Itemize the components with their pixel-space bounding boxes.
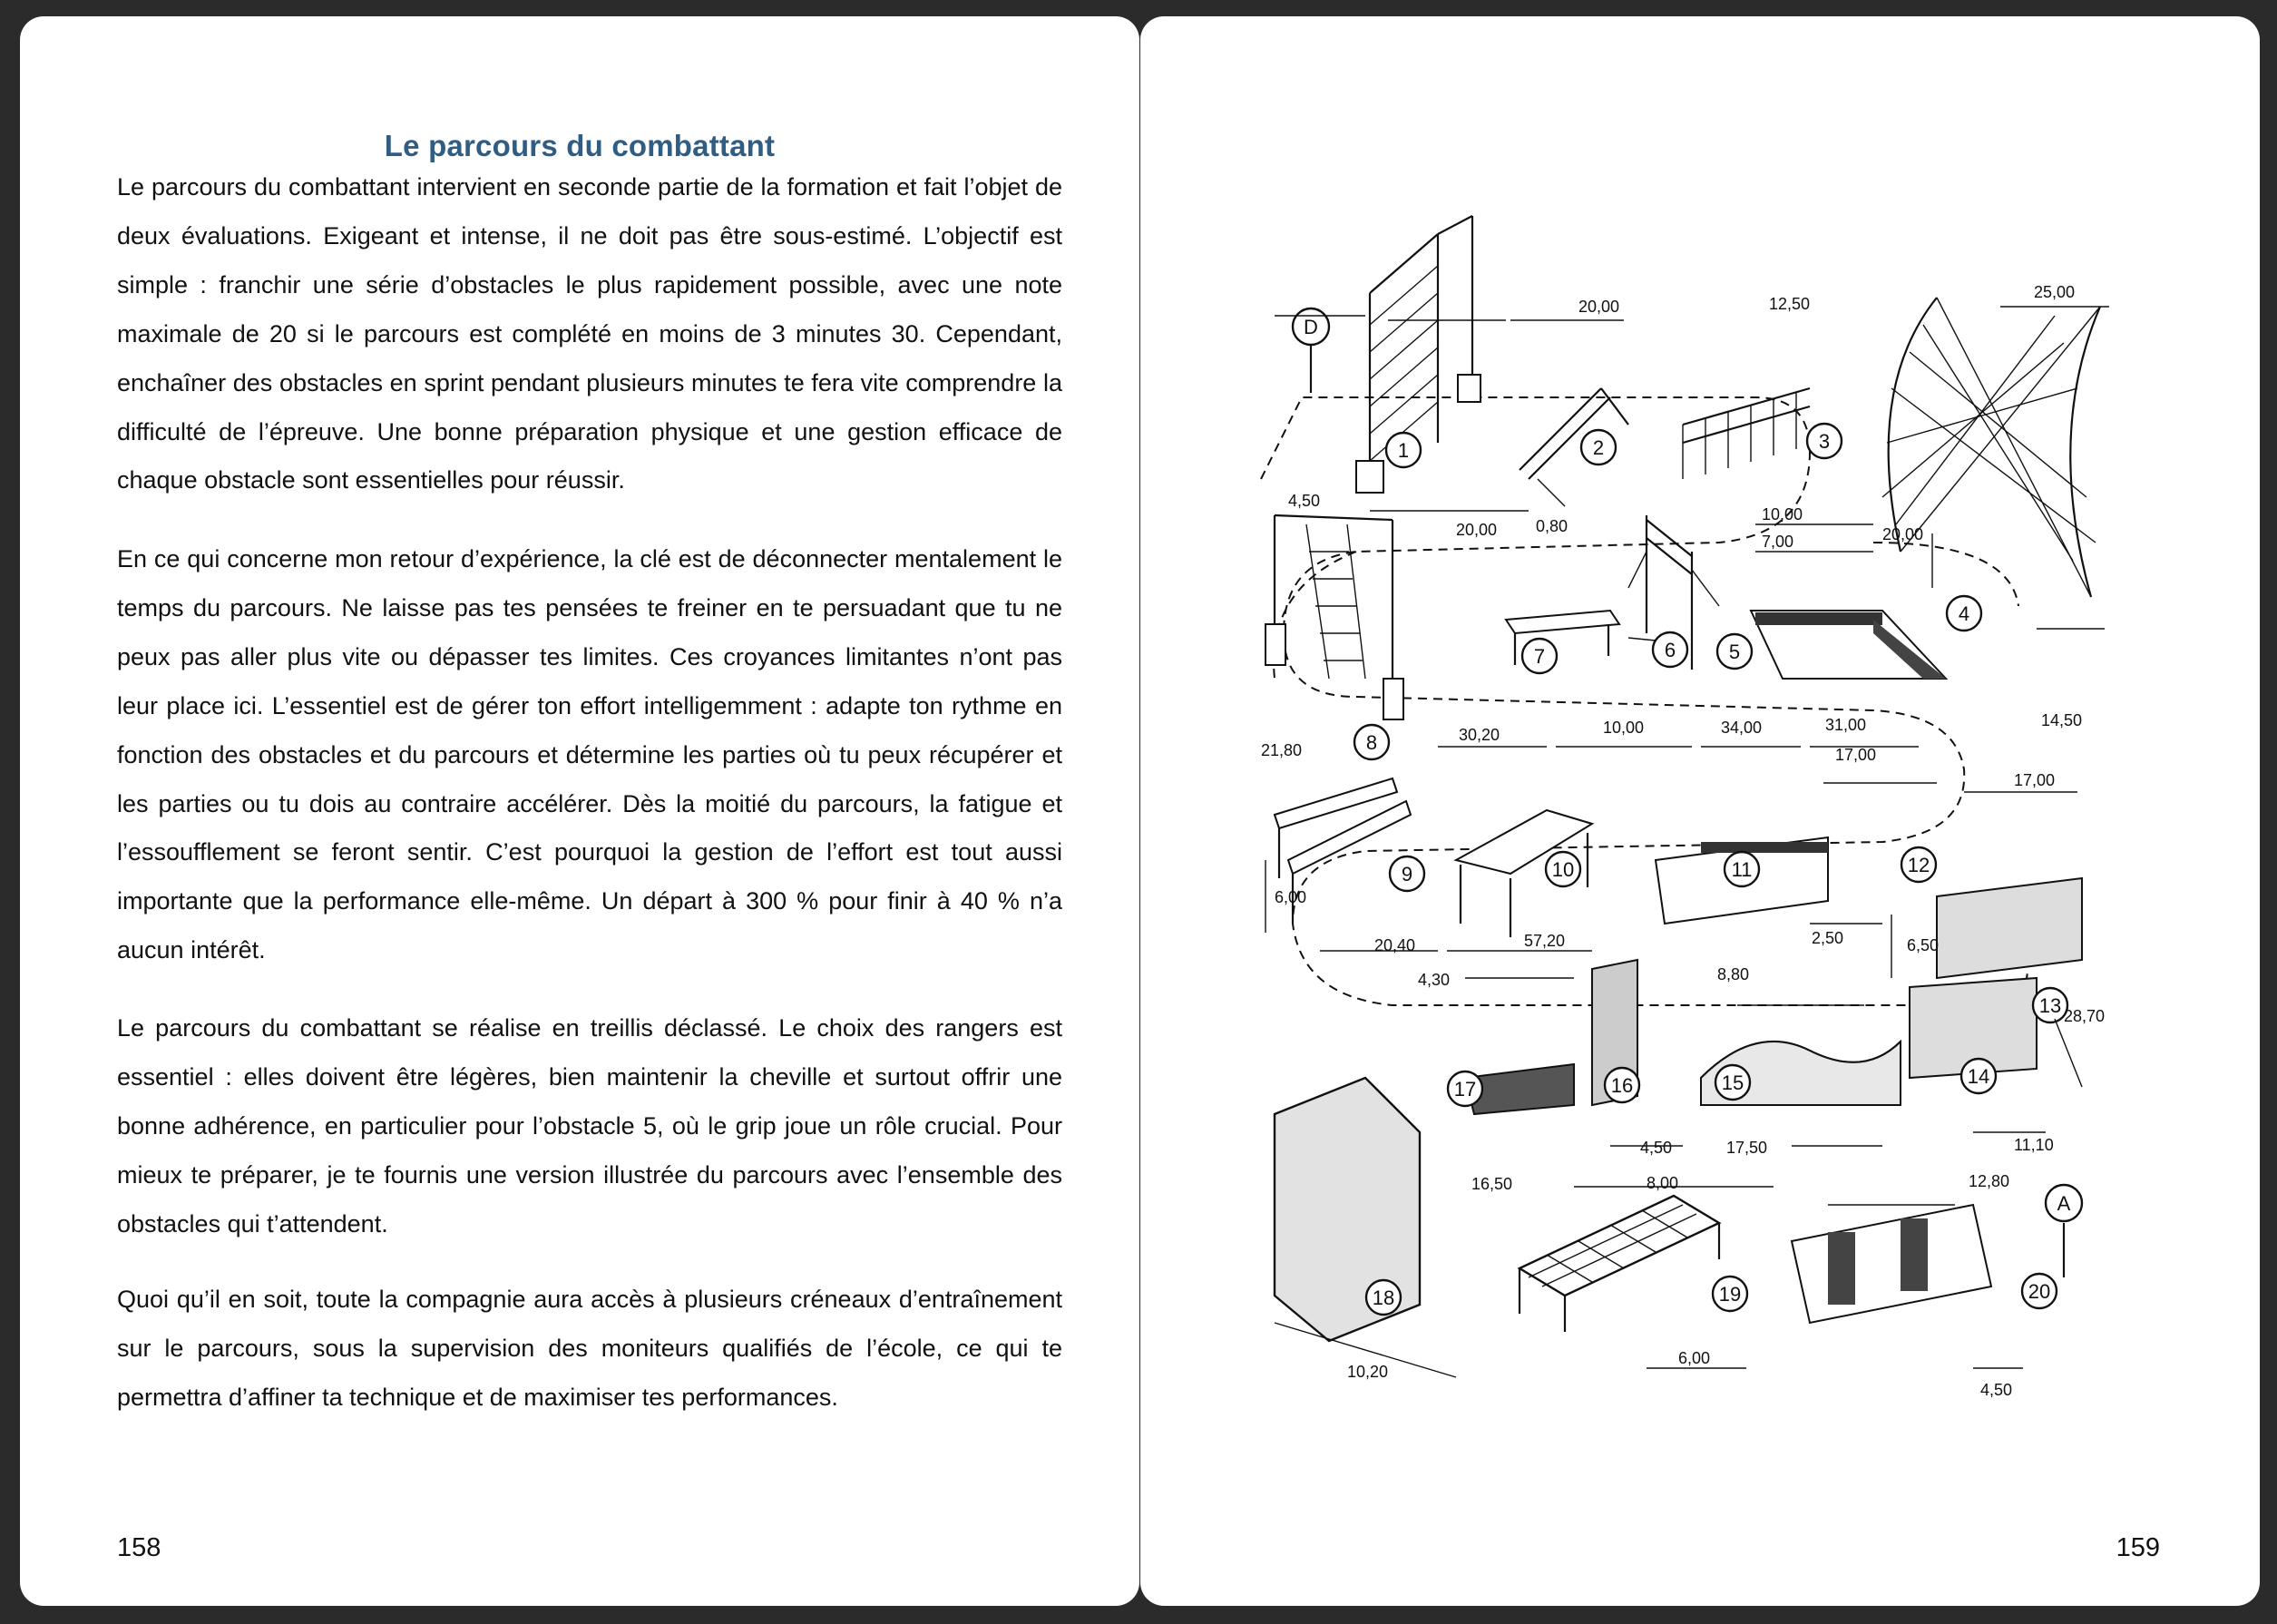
svg-text:4: 4 (1958, 602, 1970, 625)
obstacle-number-15 (1715, 1065, 1750, 1100)
svg-text:2: 2 (1592, 436, 1605, 459)
obstacle-course-diagram (1247, 207, 2127, 1414)
left-page (20, 16, 1139, 1606)
obstacle-number-16 (1605, 1068, 1639, 1102)
svg-text:15: 15 (1721, 1071, 1744, 1094)
svg-text:19: 19 (1718, 1283, 1742, 1306)
obstacle-number-20 (2022, 1274, 2057, 1308)
dim-8-00: 8,00 (1647, 1174, 1679, 1192)
svg-text:14: 14 (1967, 1065, 1990, 1088)
dim-6-50: 6,50 (1907, 936, 1940, 954)
obstacle-number-1 (1386, 433, 1421, 467)
dim-4-50-mid: 4,50 (1640, 1139, 1673, 1157)
dim-12-80: 12,80 (1969, 1172, 2010, 1190)
obstacle-4-net (1882, 298, 2100, 597)
dim-4-50-bottom: 4,50 (1980, 1381, 2013, 1399)
svg-text:D: D (1304, 316, 1318, 338)
dim-20-40: 20,40 (1374, 936, 1416, 954)
svg-text:13: 13 (2038, 994, 2062, 1017)
svg-text:18: 18 (1372, 1286, 1395, 1309)
dim-17-00-a: 17,00 (1835, 746, 1877, 764)
dim-31-00: 31,00 (1825, 716, 1867, 734)
svg-text:11: 11 (1731, 858, 1753, 881)
page-number-right: 159 (2116, 1533, 2160, 1562)
obstacle-number-13 (2033, 988, 2067, 1022)
obstacle-8-rope-ladder (1266, 515, 1403, 719)
end-marker (2046, 1185, 2082, 1277)
obstacle-number-14 (1961, 1059, 1996, 1093)
dim-4-30: 4,30 (1418, 971, 1451, 989)
dim-17-00-b: 17,00 (2014, 771, 2056, 789)
dim-0-80: 0,80 (1536, 517, 1568, 535)
obstacle-12-wall (1937, 878, 2082, 978)
dim-6-00-a: 6,00 (1275, 888, 1307, 906)
obstacle-number-17 (1448, 1071, 1482, 1106)
dim-4-50-top: 4,50 (1288, 492, 1321, 510)
obstacle-number-6 (1653, 632, 1687, 667)
page-title: Le parcours du combattant (384, 129, 776, 162)
dim-25-00: 25,00 (2034, 283, 2076, 301)
svg-text:9: 9 (1401, 863, 1413, 885)
dim-16-50: 16,50 (1471, 1175, 1513, 1193)
page-number-left: 158 (117, 1533, 161, 1562)
svg-text:16: 16 (1610, 1074, 1634, 1097)
dim-2-50: 2,50 (1812, 929, 1844, 947)
right-page (1140, 16, 2260, 1606)
paragraph-4: Quoi qu’il en soit, toute la compagnie aura accès à plusieurs créneaux d’entraînement sur le parcours, sous la supervision des moniteurs qualifiés de l’école, ce qui te permettra d’affiner ta technique et de maximiser tes performances. (117, 1286, 1062, 1411)
paragraph-1: Le parcours du combattant intervient en seconde partie de la formation et fait l’objet de deux évaluations. Exigeant et intense, il ne doit pas être sous-estimé. L’objectif est simple : franchir une série d’obstacles le plus rapidement possible, avec une note maximale de 20 si le parcours est complété en moins de 3 minutes 30. Cependant, enchaîner des obstacles en sprint pendant plusieurs minutes te fera vite comprendre la difficulté de l’épreuve. Une bonne préparation physique et une gestion efficace de chaque obstacle sont essentielles pour réussir. (117, 173, 1062, 494)
obstacle-number-10 (1546, 852, 1580, 886)
svg-text:12: 12 (1907, 854, 1930, 876)
obstacle-20-trenches (1792, 1205, 1991, 1323)
svg-text:6: 6 (1664, 639, 1676, 661)
obstacle-3-fence (1683, 388, 1810, 479)
svg-text:20: 20 (2028, 1280, 2051, 1303)
dim-28-70: 28,70 (2064, 1007, 2106, 1025)
svg-text:7: 7 (1533, 645, 1546, 668)
obstacle-number-18 (1366, 1280, 1401, 1315)
dim-10-00-a: 10,00 (1762, 505, 1803, 523)
obstacle-number-11 (1725, 852, 1759, 886)
dim-7-00: 7,00 (1762, 533, 1794, 551)
svg-text:1: 1 (1397, 439, 1410, 462)
dim-30-20: 30,20 (1459, 726, 1500, 744)
dim-21-80: 21,80 (1261, 741, 1303, 759)
dim-17-50: 17,50 (1726, 1139, 1768, 1157)
dim-10-20: 10,20 (1347, 1363, 1389, 1381)
obstacle-number-19 (1713, 1277, 1747, 1311)
obstacle-number-2 (1581, 430, 1616, 465)
svg-text:8: 8 (1365, 731, 1378, 754)
dim-20-00-c: 20,00 (1882, 525, 1924, 543)
svg-text:10: 10 (1551, 858, 1575, 881)
dim-11-10: 11,10 (2014, 1136, 2054, 1154)
obstacle-course-illustration (1247, 207, 2127, 1414)
obstacle-number-4 (1947, 596, 1981, 631)
obstacle-number-5 (1717, 634, 1752, 669)
dim-20-00-a: 20,00 (1456, 521, 1498, 539)
start-marker (1293, 308, 1329, 393)
obstacle-number-12 (1901, 847, 1936, 882)
obstacle-5-pit (1751, 611, 1946, 679)
obstacle-number-8 (1354, 725, 1389, 759)
dim-12-50: 12,50 (1769, 295, 1811, 313)
svg-text:5: 5 (1728, 641, 1741, 663)
svg-text:17: 17 (1453, 1078, 1477, 1101)
paragraph-2: En ce qui concerne mon retour d’expérience, la clé est de déconnecter mentalement le temps du parcours. Ne laisse pas tes pensées te freiner en te persuadant que tu ne peux pas aller plus vite ou dépasser tes limites. Ces croyances limitantes n’ont pas leur place ici. L’essentiel est de gérer ton effort intelligemment : adapte ton rythme en fonction des obstacles et du parcours et détermine les parties où tu peux récupérer et les parties ou tu dois au contraire accélérer. Dès la moitié du parcours, la fatigue et l’essoufflement se feront sentir. C’est pourquoi la gestion de l’effort est tout aussi importante que la performance elle-même. Un départ à 300 % pour finir à 40 % n’a aucun intérêt. (117, 545, 1062, 964)
svg-text:A: A (2057, 1192, 2071, 1215)
paragraph-3: Le parcours du combattant se réalise en treillis déclassé. Le choix des rangers est essentiel : elles doivent être légères, bien maintenir la cheville et surtout offrir une bonne adhérence, en particulier pour l’obstacle 5, où le grip joue un rôle crucial. Pour mieux te préparer, je te fournis une version illustrée du parcours avec l’ensemble des obstacles qui t’attendent. (117, 1014, 1062, 1238)
dim-34-00: 34,00 (1721, 719, 1763, 737)
obstacle-number-3 (1807, 424, 1842, 458)
dim-10-00-b: 10,00 (1603, 719, 1645, 737)
dim-6-00-b: 6,00 (1678, 1349, 1711, 1367)
dim-20-00-b: 20,00 (1578, 298, 1620, 316)
svg-text:3: 3 (1818, 430, 1831, 453)
obstacle-number-7 (1522, 639, 1557, 673)
obstacle-number-9 (1390, 856, 1424, 891)
dim-8-80: 8,80 (1717, 965, 1750, 983)
dim-57-20: 57,20 (1524, 932, 1566, 950)
dim-14-50: 14,50 (2041, 711, 2083, 729)
obstacle-19-grid (1520, 1196, 1719, 1332)
